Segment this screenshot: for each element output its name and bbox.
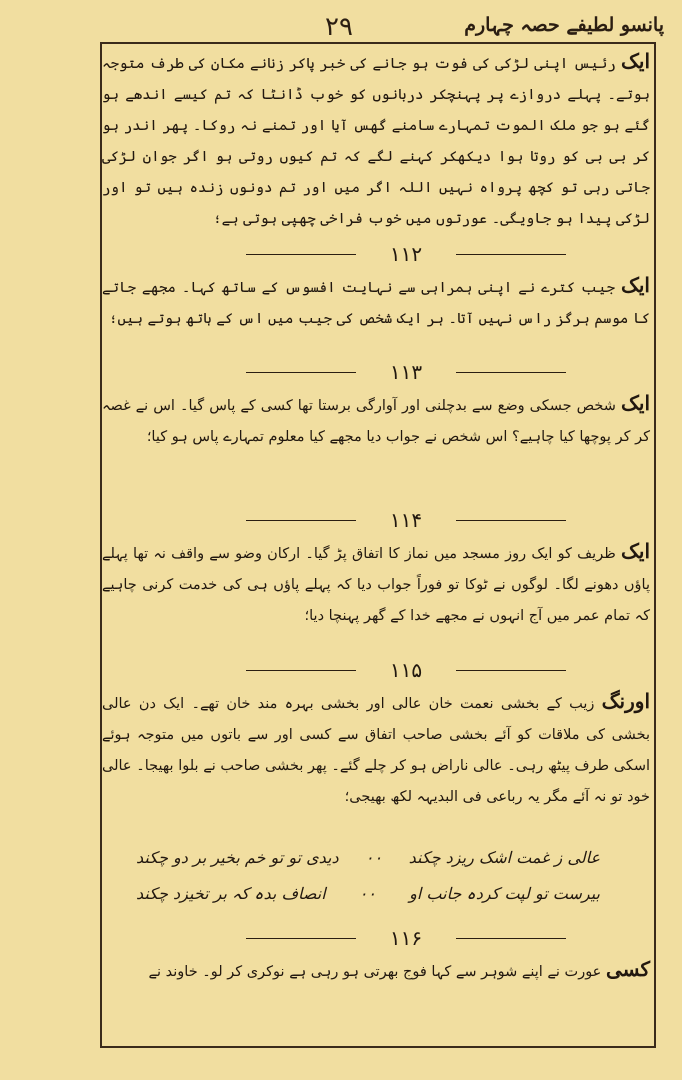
anecdote-number: ۱۱۳ bbox=[389, 360, 423, 384]
section-divider-114 bbox=[246, 508, 566, 532]
verse-separator: ۰۰ bbox=[358, 884, 377, 903]
section-divider-112 bbox=[246, 242, 566, 266]
divider-rule bbox=[246, 938, 356, 939]
section-divider-116 bbox=[246, 926, 566, 950]
anecdote-text bbox=[96, 270, 660, 335]
text-block bbox=[96, 46, 660, 1046]
anecdote-opening: اورنگ bbox=[601, 689, 650, 713]
anecdote-number: ۱۱۶ bbox=[389, 926, 423, 950]
anecdote-body: زیب کے بخشی نعمت خان عالی اور بخشی بہرہ مند خان تھے۔ ایک دن عالی بخشی کی ملاقات کو آئے بخشی صاحب اتفاق سے کسی اور سے باتوں میں متوجہ ہوئے اسکی طرف پیٹھ رہی۔ عالی ناراض ہو کر چلے گئے۔ پھر بخشی صاحب نے بلوا بھیجا۔ عالی خود تو نہ آئے مگر یہ رباعی فی البدیہہ لکھ بھیجی؛ bbox=[102, 696, 650, 805]
verse-separator: ۰۰ bbox=[365, 848, 383, 867]
anecdote-text bbox=[96, 686, 660, 813]
anecdote-116 bbox=[96, 954, 660, 988]
page-number: ۲۹ bbox=[325, 12, 353, 42]
page-header bbox=[90, 8, 668, 46]
anecdote-body: عورت نے اپنے شوہر سے کہا فوج بھرتی ہو رہی ہے نوکری کر لو۔ خاوند نے bbox=[148, 964, 602, 980]
verse-line-1 bbox=[96, 848, 660, 867]
anecdote-112 bbox=[96, 270, 660, 335]
anecdote-115 bbox=[96, 686, 660, 813]
verse-hemistich-left: انصاف بدہ کہ بر تخیزد چکند bbox=[136, 884, 326, 903]
anecdote-body: رئیس اپنی لڑکی کی فوت ہو جانے کی خبر پاکر زنانے مکان کی طرف متوجہ ہوتے۔ پہلے دروازے پر پہنچکر دربانوں کو خوب ڈانٹا کہ تم کیسے اندھے ہو گئے ہو جو ملک الموت تمہارے سامنے گھس آیا اور تمنے نہ روکا۔ پھر اندر ہو کر بی بی کو روتا ہوا دیکھکر کہنے لگے کہ تم کیوں روتی ہو اگر جوان لڑکی جاتی رہی تو کچھ پرواہ نہیں اللہ اگر میں اور تم دونوں زندہ ہیں تو اور لڑکی پیدا ہو جاویگی۔ عورتوں میں خوب فراخی چھپی ہوتی ہے؛ bbox=[102, 56, 650, 227]
running-title: پانسو لطیفے حصہ چہارم bbox=[464, 14, 664, 36]
anecdote-body: جیب کترے نے اپنی ہمراہی سے نہایت افسوس کے ساتھ کہا۔ مجھے جاتے کا موسم ہرگز راس نہیں آتا۔ ہر ایک شخص کی جیب میں اس کے ہاتھ ہوتے ہیں؛ bbox=[102, 280, 650, 327]
anecdote-opening: ایک bbox=[620, 391, 651, 415]
anecdote-body: ظریف کو ایک روز مسجد میں نماز کا اتفاق پڑ گیا۔ ارکان وضو سے واقف نہ تھا پہلے پاؤں دھونے لگا۔ لوگوں نے ٹوکا تو فوراً جواب دیا کہ پہلے پاؤں ہی کی خدمت کرنی چاہیے کہ تمام عمر میں آج انہوں نے مجھے خدا کے گھر پہنچا دیا؛ bbox=[102, 546, 650, 624]
anecdote-111 bbox=[96, 46, 660, 235]
anecdote-text bbox=[96, 388, 660, 453]
section-divider-113 bbox=[246, 360, 566, 384]
anecdote-opening: ایک bbox=[620, 273, 650, 297]
anecdote-body: شخص جسکی وضع سے بدچلنی اور آوارگی برستا تھا کسی کے پاس گیا۔ اس نے غصہ کر کر پوچھا کیا چاہیے؟ اس شخص نے جواب دیا مجھے کیا معلوم تمہارے پاس ہو کیا؛ bbox=[102, 398, 650, 445]
divider-rule bbox=[246, 520, 356, 521]
verse-line-2 bbox=[96, 884, 660, 903]
verse-hemistich-right: عالی ز غمت اشک ریزد چکند bbox=[408, 848, 600, 867]
verse-hemistich-right: بیرست تو لپت کردہ جانب او bbox=[409, 884, 600, 903]
anecdote-opening: ایک bbox=[620, 539, 651, 563]
anecdote-number: ۱۱۴ bbox=[389, 508, 423, 532]
anecdote-113 bbox=[96, 388, 660, 453]
anecdote-opening: کسی bbox=[605, 957, 650, 981]
anecdote-114 bbox=[96, 536, 660, 632]
anecdote-opening: ایک bbox=[620, 49, 651, 73]
anecdote-text bbox=[96, 536, 660, 632]
anecdote-number: ۱۱۵ bbox=[389, 658, 423, 682]
anecdote-text bbox=[96, 954, 660, 988]
divider-rule bbox=[246, 372, 356, 373]
divider-rule bbox=[246, 254, 356, 255]
section-divider-115 bbox=[246, 658, 566, 682]
verse-hemistich-left: دیدی تو تو خم بخیر بر دو چکند bbox=[136, 848, 339, 867]
divider-rule bbox=[246, 670, 356, 671]
anecdote-text bbox=[96, 46, 660, 235]
anecdote-number: ۱۱۲ bbox=[389, 242, 423, 266]
